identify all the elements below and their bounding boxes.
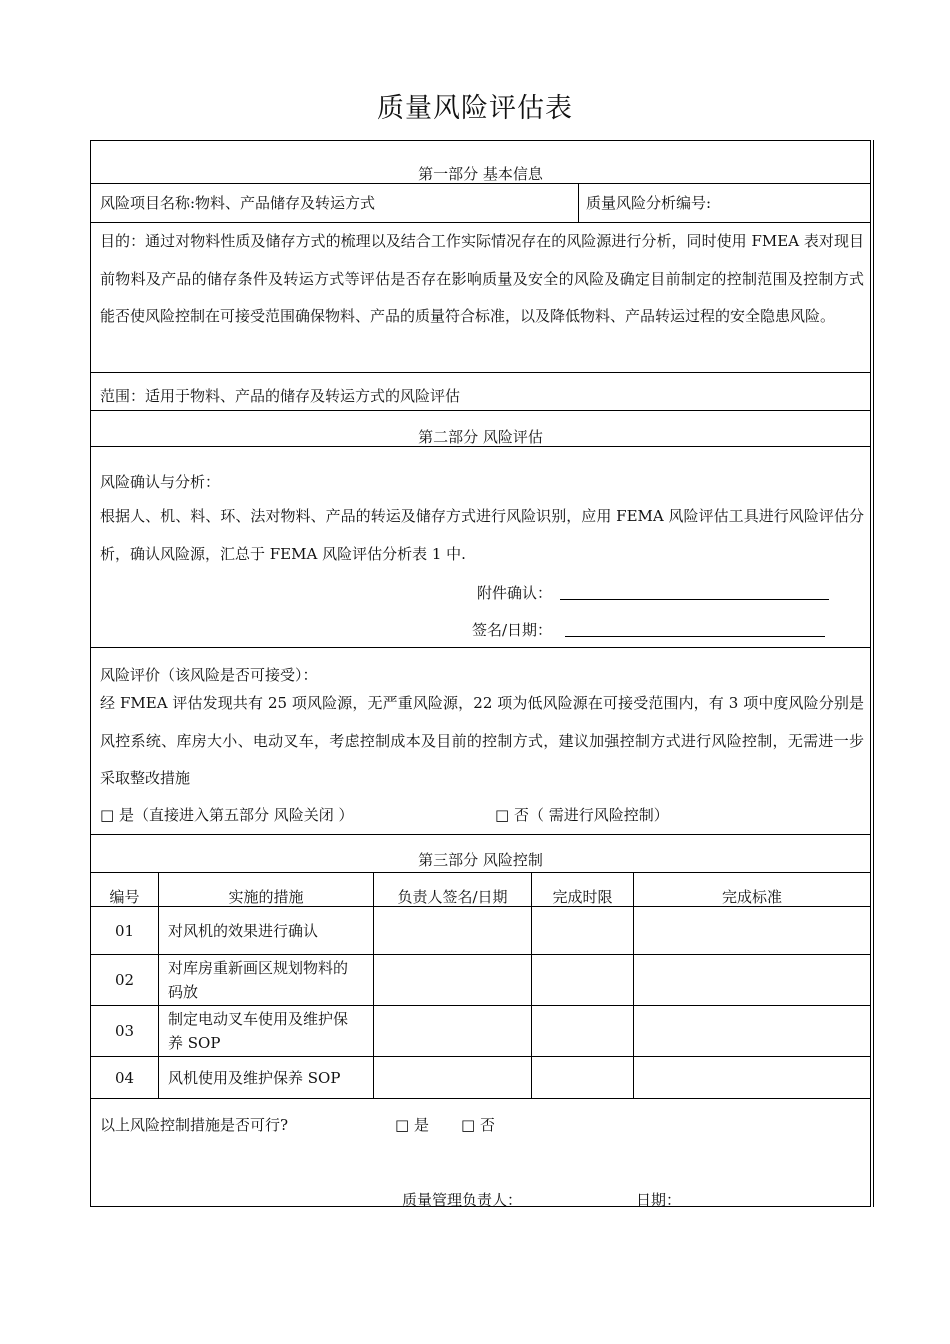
purpose-text: 目的：通过对物料性质及储存方式的梳理以及结合工作实际情况存在的风险源进行分析，同时使用 FMEA 表对现目前物料及产品的储存条件及转运方式等评估是否存在影响质量及安全的风险及确定目前制定的控制范围及控制方式能否使风险控制在可接受范围确保物料、产品的质量符合标准，以及降低物料、产品转运过程的安全隐患风险。 (100, 232, 864, 325)
divider (91, 1098, 870, 1099)
frame-edge (873, 140, 874, 1207)
assessment-form (90, 140, 871, 1207)
column-header: 编号 (109, 888, 140, 906)
page-title: 质量风险评估表 (377, 93, 573, 124)
divider (91, 372, 870, 373)
checkbox-icon: □ (100, 806, 115, 824)
feasible-yes-option[interactable] (395, 1115, 429, 1135)
date-label: 日期： (636, 1191, 682, 1209)
attachment-label: 附件确认： (477, 584, 553, 602)
part3-heading: 第三部分 风险控制 (418, 851, 543, 869)
evaluation-text: 经 FMEA 评估发现共有 25 项风险源，无严重风险源，22 项为低风险源在可接受范围内，有 3 项中度风险分别是风控系统、库房大小、电动叉车，考虑控制成本及目前的控制方式，建议加强控制方式进行风险控制，无需进一步采取整改措施 (100, 694, 864, 787)
quality-manager-label: 质量管理负责人： (402, 1191, 523, 1209)
option-yes[interactable] (100, 805, 354, 825)
option-yes-label: 是（直接进入第五部分 风险关闭 ） (118, 806, 354, 824)
feasible-yes-label: 是 (413, 1116, 429, 1134)
table-row-number: 01 (114, 921, 135, 940)
sign-date-line (565, 636, 825, 637)
divider (91, 446, 870, 447)
table-row-measure: 风机使用及维护保养 SOP (168, 1068, 341, 1087)
option-no[interactable] (495, 805, 669, 825)
table-row-number: 02 (114, 971, 135, 989)
evaluation-label: 风险评价（该风险是否可接受）： (100, 666, 318, 684)
table-row-number: 04 (114, 1068, 135, 1087)
table-row-measure: 制定电动叉车使用及维护保养 SOP (168, 1010, 349, 1052)
column-header: 完成时限 (552, 888, 613, 906)
divider (91, 872, 870, 873)
option-no-label: 否（ 需进行风险控制） (513, 806, 669, 824)
divider (91, 410, 870, 411)
column-header: 负责人签名/日期 (397, 888, 508, 906)
sign-date-label: 签名/日期： (472, 621, 553, 639)
table-row-measure: 对库房重新画区规划物料的码放 (168, 959, 349, 1001)
column-header: 实施的措施 (228, 888, 304, 906)
checkbox-icon: □ (461, 1116, 476, 1134)
analysis-label: 风险确认与分析： (100, 473, 221, 491)
divider (578, 183, 579, 222)
project-name: 风险项目名称:物料、产品储存及转运方式 (100, 194, 376, 212)
analysis-text: 根据人、机、料、环、法对物料、产品的转运及储存方式进行风险识别，应用 FEMA 风险评估工具进行风险评估分析，确认风险源，汇总于 FEMA 风险评估分析表 1 中. (100, 507, 864, 563)
divider (91, 834, 870, 835)
table-row-measure: 对风机的效果进行确认 (168, 921, 319, 940)
feasible-no-option[interactable] (461, 1115, 495, 1135)
table-row-number: 03 (114, 1022, 135, 1040)
feasible-no-label: 否 (479, 1116, 495, 1134)
column-header: 完成标准 (721, 888, 782, 906)
scope-text: 范围：适用于物料、产品的储存及转运方式的风险评估 (100, 387, 461, 405)
checkbox-icon: □ (495, 806, 510, 824)
divider (91, 647, 870, 648)
part2-heading: 第二部分 风险评估 (418, 428, 543, 446)
analysis-number-label: 质量风险分析编号: (586, 194, 712, 212)
part1-heading: 第一部分 基本信息 (418, 165, 543, 183)
feasible-question: 以上风险控制措施是否可行? (100, 1116, 289, 1134)
checkbox-icon: □ (395, 1116, 410, 1134)
divider (91, 183, 870, 184)
attachment-line (560, 599, 829, 600)
